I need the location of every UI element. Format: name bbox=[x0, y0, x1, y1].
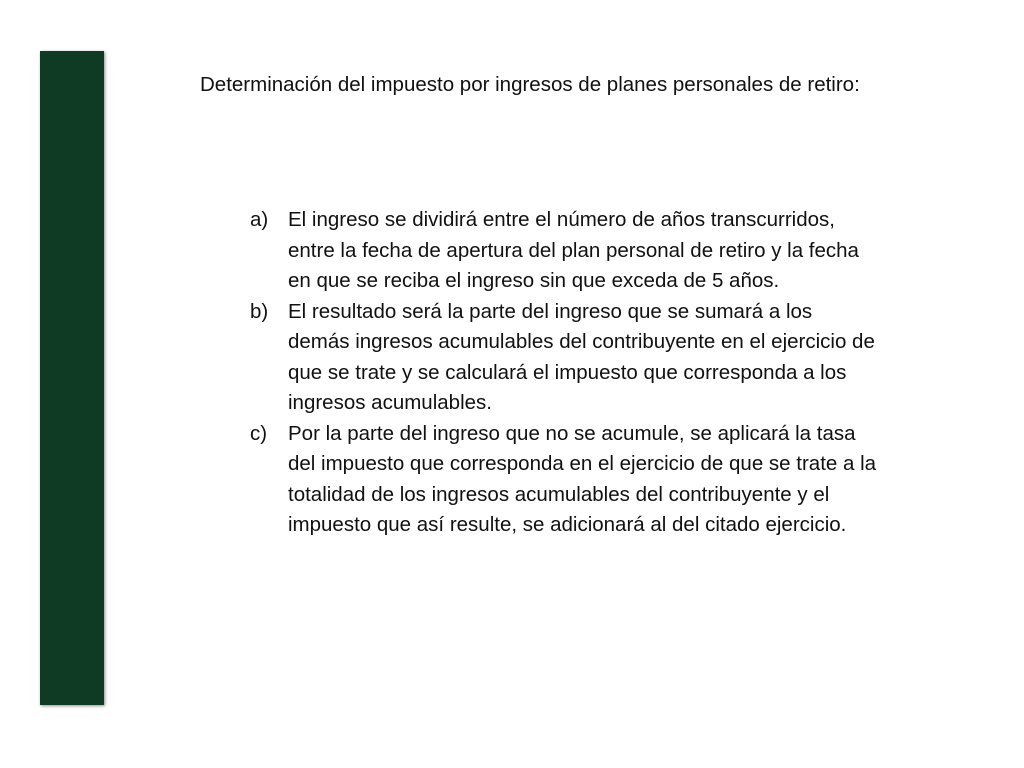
list-marker: c) bbox=[250, 421, 268, 445]
slide-heading: Determinación del impuesto por ingresos de planes personales de retiro: bbox=[200, 73, 860, 96]
list-marker: b) bbox=[250, 299, 269, 323]
list-item-c bbox=[250, 419, 890, 541]
list-item-a bbox=[250, 205, 890, 297]
list-item-b bbox=[250, 297, 890, 419]
list-item-text: El resultado será la parte del ingreso que se sumará a los demás ingresos acumulables del contribuyente en el ejercicio de que se trate y se calculará el impuesto que corresponda a los ingresos acumulables. bbox=[288, 299, 875, 414]
bullet-list bbox=[250, 205, 890, 541]
decorative-side-bar bbox=[40, 51, 104, 705]
list-item-text: El ingreso se dividirá entre el número de años transcurridos, entre la fecha de apertura del plan personal de retiro y la fecha en que se reciba el ingreso sin que exceda de 5 años. bbox=[288, 208, 859, 292]
list-marker: a) bbox=[250, 208, 269, 231]
list-item-text: Por la parte del ingreso que no se acumule, se aplicará la tasa del impuesto que corresponda en el ejercicio de que se trate a la totalidad de los ingresos acumulables del contribuyente y el impuesto que así resulte, se adicionará al del citado ejercicio. bbox=[288, 421, 877, 536]
